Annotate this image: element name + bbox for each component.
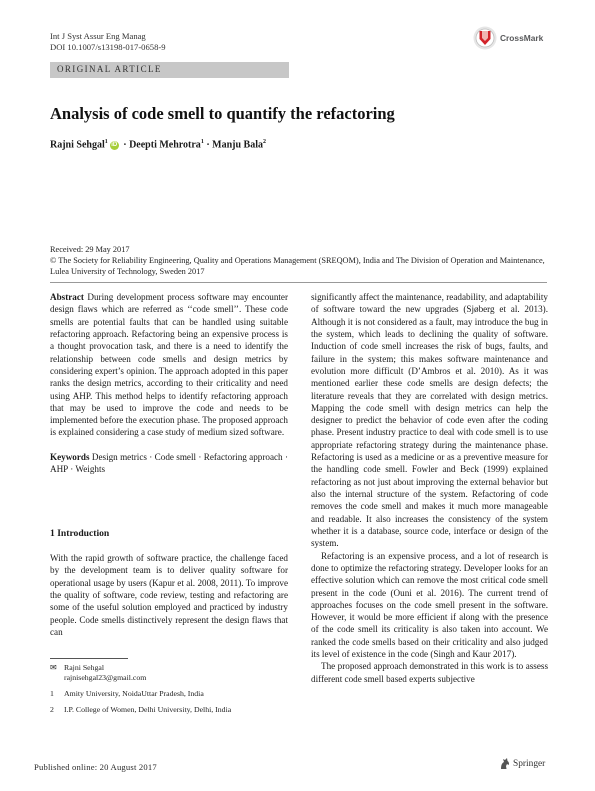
abstract-text: During development process software may encounter design flaws which are referred as ‘‘code smell’’. These code smells are potential faults that can be handled using suitable refactoring approach. Refactoring being an expensive process is a thought provocation task, and there is a need to identify the relationship between code smells and design metrics by considering expert’s opinion. The approach adopted in this paper ranks the design metrics, according to their criticality and need using AHP. This method helps to identify refactoring approach that may be used to improve the code and needs to be implemented before the execution phase. The proposed approach is explained considering a case study of medium sized software. [50, 292, 289, 438]
section-divider [50, 282, 547, 283]
section-heading-introduction: 1 Introduction [50, 528, 110, 539]
keywords-text: Design metrics · Code smell · Refactoring approach · AHP · Weights [50, 451, 288, 475]
publisher-logo [499, 757, 545, 770]
author-3-affiliation: 2 [263, 139, 266, 145]
introduction-paragraph: With the rapid growth of software practice, the challenge faced by the development team is to deliver quality software for operational usage by users (Kapur et al. 2008, 2011). To improve the quality of software, code review, testing and refactoring are some of the useful solution employed and practiced by industry people. Code smells distinctively represent the design flaws that can [50, 553, 288, 637]
article-type: ORIGINAL ARTICLE [57, 64, 162, 74]
affiliation-1 [50, 689, 290, 699]
paragraph: Refactoring is an expensive process, and a lot of research is done to optimize the refactoring strategy. Developer looks for an effective solution which can remove the most critical code smell present in the code (Ouni et al. 2016). The current trend of approaches focuses on the code smell present in the software. However, it would be more efficient if along with the presence of the code smell its criticality is also taken into account. We ranked the code smells based on their criticality and also judged its level of existence in the code (Singh and Kaur 2017). [311, 550, 548, 660]
author-list [50, 139, 266, 150]
abstract-label: Abstract [50, 292, 84, 302]
keywords-label: Keywords [50, 451, 90, 462]
crossmark-icon [473, 26, 497, 50]
author-3[interactable]: Manju Bala [212, 139, 263, 151]
orcid-icon[interactable]: iD [111, 142, 118, 149]
author-1[interactable]: Rajni Sehgal [50, 139, 105, 151]
affiliation-1-number: 1 [50, 689, 54, 698]
crossmark-label: CrossMark [500, 33, 544, 43]
right-column [311, 291, 548, 685]
affiliation-1-text: Amity University, NoidaUttar Pradesh, India [64, 689, 204, 698]
received-date: Received: 29 May 2017 [50, 245, 130, 254]
article-meta [50, 244, 550, 277]
corresponding-name: Rajni Sehgal [64, 663, 105, 672]
paragraph: significantly affect the maintenance, readability, and adaptability of software toward the new upgrades (Sjøberg et al. 2013). Although it is not considered as a fault, may introduce the bug in the system, which leads to declining the quality of software. Induction of code smell increases the risk of bugs, faults, and failure in the system; this makes software maintenance and evolution more difficult (D’Ambros et al. 2010). As it was mentioned earlier these code smells are design defects; the literature reveals that they are correlated with design metrics. Mapping the code smell with design metrics can help the designer to predict the behavior of code even after the coding phase. Present industry practice to deal with code smell is to use appropriate refactoring strategy during the maintenance phase. Refactoring is used as a medicine or as a preventive measure for the handling code smell. Fowler and Beck (1999) explained refactoring as not just about improving the external behavior but also the internal structure of the system. Refactoring of code removes the code smell and makes it much more manageable and readable. It also increases the consistency of the system whether it is a database, source code, interface or design of the system. [311, 292, 548, 549]
abstract [50, 291, 288, 439]
journal-name: Int J Syst Assur Eng Manag [50, 31, 146, 41]
keywords [50, 451, 288, 476]
copyright-notice: © The Society for Reliability Engineering, Quality and Operations Management (SREQOM), India and The Division of Operation and Maintenance, Lulea University of Technology, Sweden 2017 [50, 256, 545, 276]
author-2-affiliation: 1 [200, 139, 204, 145]
author-separator: · [120, 139, 130, 151]
paper-title: Analysis of code smell to quantify the refactoring [50, 104, 395, 123]
author-separator: · [203, 139, 213, 151]
author-1-affiliation: 1 [104, 139, 108, 145]
corresponding-author [50, 663, 290, 685]
affiliation-2-number: 2 [50, 705, 54, 714]
author-2[interactable]: Deepti Mehrotra [129, 139, 201, 151]
doi[interactable]: DOI 10.1007/s13198-017-0658-9 [50, 42, 166, 52]
abstract-block [50, 291, 288, 475]
affiliation-2-text: I.P. College of Women, Delhi University, Delhi, India [64, 705, 232, 714]
paragraph: The proposed approach demonstrated in this work is to assess different code smell based experts subjective [311, 661, 548, 684]
footnote-rule [50, 658, 128, 659]
published-online: Published online: 20 August 2017 [34, 762, 157, 772]
publisher-name: Springer [513, 758, 546, 769]
journal-header [50, 31, 166, 53]
springer-horse-icon [499, 757, 510, 770]
crossmark-badge[interactable] [473, 25, 551, 51]
article-type-band [50, 62, 289, 78]
envelope-icon: ✉ [50, 663, 57, 672]
corresponding-email[interactable]: rajnisehgal23@gmail.com [64, 673, 147, 682]
affiliation-2 [50, 705, 290, 715]
